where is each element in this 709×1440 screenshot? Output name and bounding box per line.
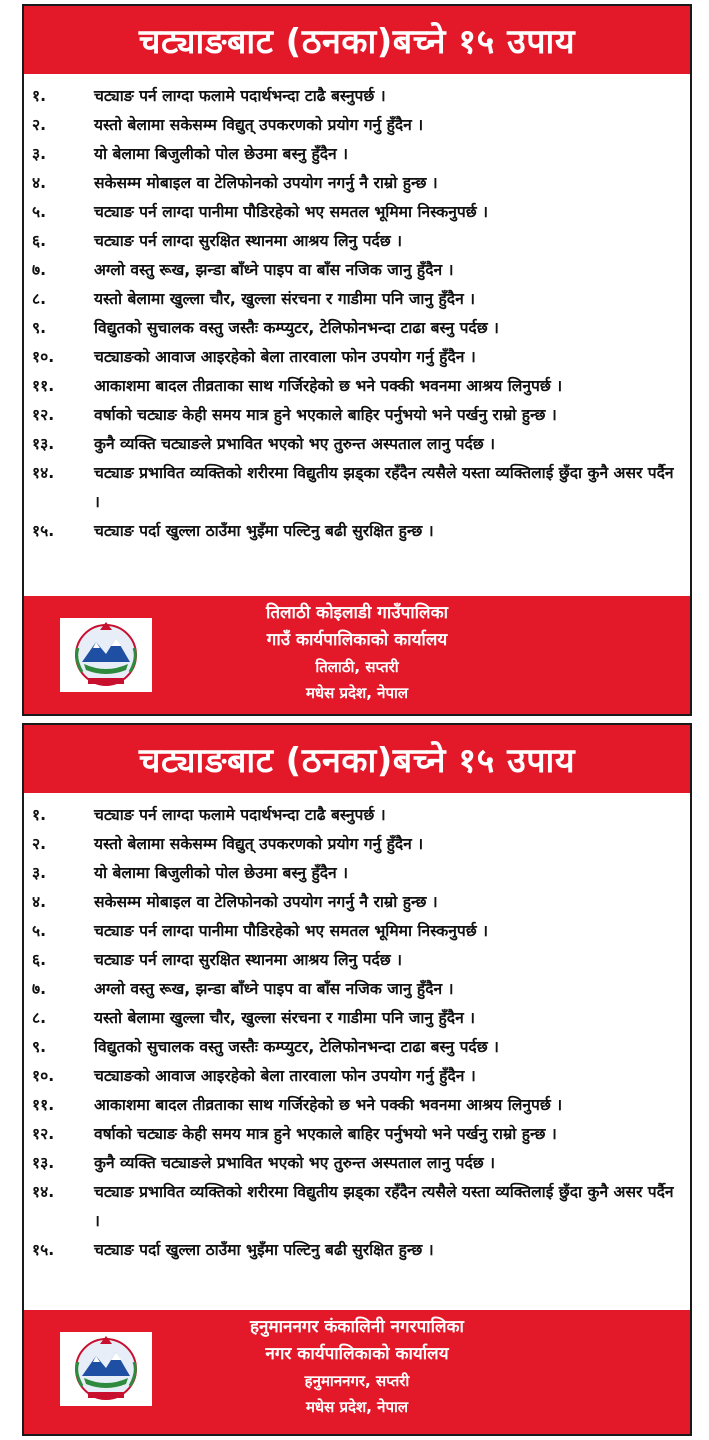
item-text: विद्युतको सुचालक वस्तु जस्तैः कम्प्युटर, टेलिफोनभन्दा टाढा बस्नु पर्दछ । (94, 1038, 499, 1056)
list-item (32, 1062, 684, 1091)
list-item (32, 401, 684, 430)
item-text: चट्याङको आवाज आइरहेको बेला तारवाला फोन उपयोग गर्नु हुँदैन । (94, 348, 476, 366)
item-text: चट्याङको आवाज आइरहेको बेला तारवाला फोन उपयोग गर्नु हुँदैन । (94, 1067, 476, 1085)
item-text: चट्याङ प्रभावित व्यक्तिको शरीरमा विद्युतीय झड्का रहँदैन त्यसैले यस्ता व्यक्तिलाई छुँदा कुनै असर पर्दैन । (94, 464, 674, 511)
list-item (32, 430, 684, 459)
item-number: २. (32, 835, 47, 853)
item-number: १५. (32, 522, 55, 540)
item-number: १. (32, 87, 47, 105)
item-number: ८. (32, 290, 47, 308)
item-text: कुनै व्यक्ति चट्याङले प्रभावित भएको भए तुरुन्त अस्पताल लानु पर्दछ । (94, 1154, 495, 1172)
item-text: यस्तो बेलामा खुल्ला चौर, खुल्ला संरचना र गाडीमा पनि जानु हुँदैन । (94, 290, 476, 308)
poster-tilathi (22, 4, 692, 716)
item-text: चट्याङ पर्दा खुल्ला ठाउँमा भुइँमा पल्टिनु बढी सुरक्षित हुन्छ । (94, 1241, 434, 1259)
list-item (32, 830, 684, 859)
poster-hanumannagar (22, 723, 692, 1436)
item-text: वर्षाको चट्याङ केही समय मात्र हुने भएकाले बाहिर पर्नुभयो भने पर्खनु राम्रो हुन्छ । (94, 406, 557, 424)
office-name: नगर कार्यपालिकाको कार्यालय (265, 1344, 449, 1364)
item-number: १३. (32, 1154, 55, 1172)
nepal-government-emblem-icon (60, 618, 152, 692)
poster-title: चट्याङबाट (ठनका)बच्ने १५ उपाय (24, 6, 690, 74)
list-item (32, 975, 684, 1004)
item-number: ५. (32, 922, 47, 940)
list-item (32, 459, 684, 517)
item-number: १४. (32, 1183, 55, 1201)
item-number: ४. (32, 893, 47, 911)
footer-office (24, 1310, 690, 1434)
item-number: १०. (32, 348, 55, 366)
list-item (32, 169, 684, 198)
list-item (32, 1091, 684, 1120)
item-number: १३. (32, 435, 55, 453)
item-number: ३. (32, 145, 47, 163)
item-text: चट्याङ पर्न लाग्दा फलामे पदार्थभन्दा टाढै बस्नुपर्छ । (94, 87, 386, 105)
poster-title: चट्याङबाट (ठनका)बच्ने १५ उपाय (24, 725, 690, 793)
province-country: मधेस प्रदेश, नेपाल (305, 684, 409, 702)
list-item (32, 285, 684, 314)
list-item (32, 256, 684, 285)
item-number: ५. (32, 203, 47, 221)
item-text: चट्याङ पर्न लाग्दा सुरक्षित स्थानमा आश्रय लिनु पर्दछ । (94, 951, 403, 969)
item-number: १२. (32, 1125, 55, 1143)
item-number: १. (32, 806, 47, 824)
item-text: यो बेलामा बिजुलीको पोल छेउमा बस्नु हुँदैन । (94, 145, 349, 163)
list-item (32, 82, 684, 111)
item-text: आकाशमा बादल तीव्रताका साथ गर्जिरहेको छ भने पक्की भवनमा आश्रय लिनुपर्छ । (94, 377, 563, 395)
item-text: यस्तो बेलामा सकेसम्म विद्युत् उपकरणको प्रयोग गर्नु हुँदैन । (94, 116, 424, 134)
list-item (32, 888, 684, 917)
municipality-name: तिलाठी कोइलाडी गाउँपालिका (265, 603, 449, 623)
item-text: चट्याङ पर्न लाग्दा पानीमा पौडिरहेको भए समतल भूमिमा निस्कनुपर्छ । (94, 922, 488, 940)
item-text: अग्लो वस्तु रूख, झन्डा बाँध्ने पाइप वा बाँस नजिक जानु हुँदैन । (94, 980, 454, 998)
list-item (32, 198, 684, 227)
item-text: यो बेलामा बिजुलीको पोल छेउमा बस्नु हुँदैन । (94, 864, 349, 882)
list-item (32, 946, 684, 975)
item-number: ८. (32, 1009, 47, 1027)
item-text: सकेसम्म मोबाइल वा टेलिफोनको उपयोग नगर्नु नै राम्रो हुन्छ । (94, 174, 438, 192)
item-number: ११. (32, 1096, 55, 1114)
list-item (32, 227, 684, 256)
item-text: सकेसम्म मोबाइल वा टेलिफोनको उपयोग नगर्नु नै राम्रो हुन्छ । (94, 893, 438, 911)
list-item (32, 111, 684, 140)
item-text: अग्लो वस्तु रूख, झन्डा बाँध्ने पाइप वा बाँस नजिक जानु हुँदैन । (94, 261, 454, 279)
list-item (32, 1178, 684, 1236)
item-text: चट्याङ पर्न लाग्दा सुरक्षित स्थानमा आश्रय लिनु पर्दछ । (94, 232, 403, 250)
item-number: ४. (32, 174, 47, 192)
item-number: ३. (32, 864, 47, 882)
item-number: २. (32, 116, 47, 134)
tips-list (24, 793, 690, 1273)
item-text: आकाशमा बादल तीव्रताका साथ गर्जिरहेको छ भने पक्की भवनमा आश्रय लिनुपर्छ । (94, 1096, 563, 1114)
list-item (32, 314, 684, 343)
footer-office (24, 596, 690, 714)
list-item (32, 343, 684, 372)
item-number: ११. (32, 377, 55, 395)
item-text: चट्याङ पर्दा खुल्ला ठाउँमा भुइँमा पल्टिनु बढी सुरक्षित हुन्छ । (94, 522, 434, 540)
list-item (32, 801, 684, 830)
office-location: हनुमाननगर, सप्तरी (304, 1372, 410, 1390)
item-number: ६. (32, 232, 47, 250)
list-item (32, 1033, 684, 1062)
list-item (32, 372, 684, 401)
item-number: ९. (32, 1038, 47, 1056)
list-item (32, 140, 684, 169)
item-text: यस्तो बेलामा खुल्ला चौर, खुल्ला संरचना र गाडीमा पनि जानु हुँदैन । (94, 1009, 476, 1027)
item-text: चट्याङ प्रभावित व्यक्तिको शरीरमा विद्युतीय झड्का रहँदैन त्यसैले यस्ता व्यक्तिलाई छुँदा कुनै असर पर्दैन । (94, 1183, 674, 1230)
item-text: चट्याङ पर्न लाग्दा पानीमा पौडिरहेको भए समतल भूमिमा निस्कनुपर्छ । (94, 203, 488, 221)
item-number: १४. (32, 464, 55, 482)
list-item (32, 917, 684, 946)
item-number: १०. (32, 1067, 55, 1085)
item-number: ७. (32, 261, 47, 279)
nepal-government-emblem-icon (60, 1332, 152, 1406)
item-number: ७. (32, 980, 47, 998)
office-name: गाउँ कार्यपालिकाको कार्यालय (266, 630, 448, 650)
municipality-name: हनुमाननगर कंकालिनी नगरपालिका (250, 1317, 464, 1337)
list-item (32, 859, 684, 888)
item-number: १५. (32, 1241, 55, 1259)
list-item (32, 517, 684, 546)
list-item (32, 1236, 684, 1265)
item-number: ९. (32, 319, 47, 337)
tips-list (24, 74, 690, 554)
item-text: चट्याङ पर्न लाग्दा फलामे पदार्थभन्दा टाढै बस्नुपर्छ । (94, 806, 386, 824)
list-item (32, 1004, 684, 1033)
office-location: तिलाठी, सप्तरी (315, 658, 399, 676)
list-item (32, 1120, 684, 1149)
item-text: वर्षाको चट्याङ केही समय मात्र हुने भएकाले बाहिर पर्नुभयो भने पर्खनु राम्रो हुन्छ । (94, 1125, 557, 1143)
item-text: यस्तो बेलामा सकेसम्म विद्युत् उपकरणको प्रयोग गर्नु हुँदैन । (94, 835, 424, 853)
list-item (32, 1149, 684, 1178)
item-number: १२. (32, 406, 55, 424)
province-country: मधेस प्रदेश, नेपाल (305, 1398, 409, 1416)
item-number: ६. (32, 951, 47, 969)
item-text: विद्युतको सुचालक वस्तु जस्तैः कम्प्युटर, टेलिफोनभन्दा टाढा बस्नु पर्दछ । (94, 319, 499, 337)
item-text: कुनै व्यक्ति चट्याङले प्रभावित भएको भए तुरुन्त अस्पताल लानु पर्दछ । (94, 435, 495, 453)
